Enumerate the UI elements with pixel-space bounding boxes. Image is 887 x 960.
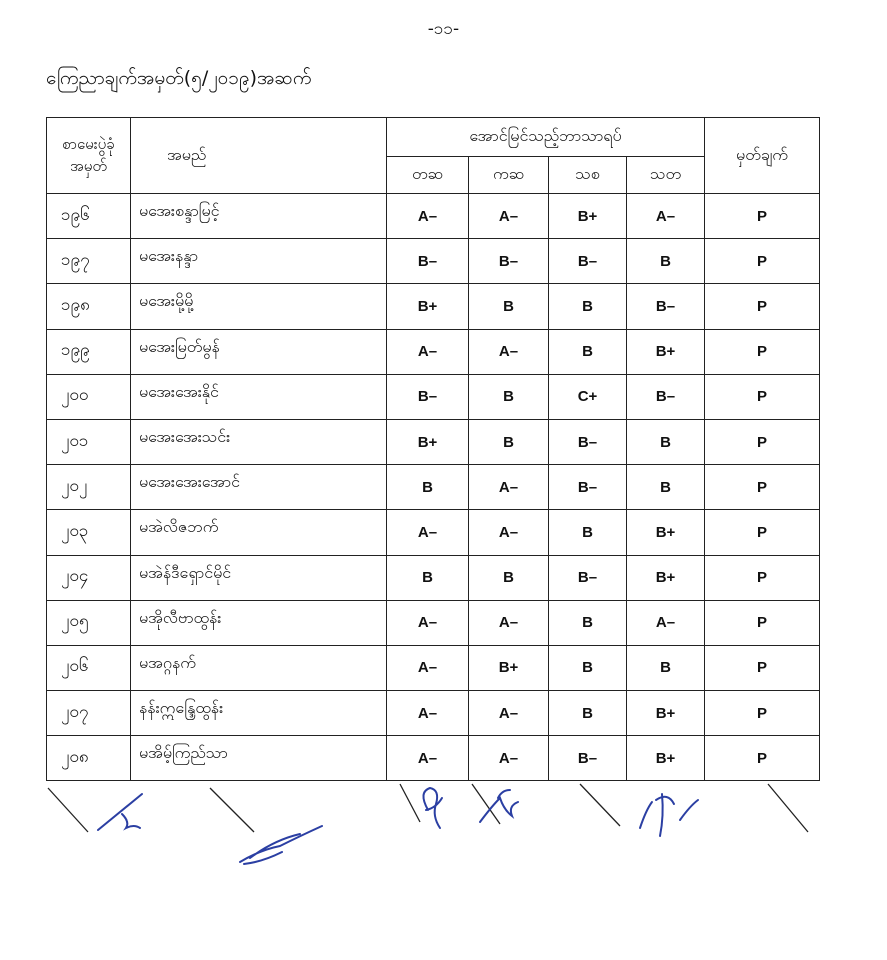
grade-cell: B	[549, 645, 627, 690]
grade-cell: B–	[627, 284, 705, 329]
page-number: -၁၁-	[427, 19, 460, 39]
header-subjects-group: အောင်မြင်သည့်ဘာသာရပ်	[387, 118, 705, 157]
header-subject: သစ	[549, 157, 627, 194]
roll-number-cell: ၂၀၈	[47, 736, 131, 781]
table-row	[47, 736, 820, 781]
grade-cell: A–	[469, 600, 549, 645]
grade-cell: B–	[549, 736, 627, 781]
grade-cell: B+	[549, 194, 627, 239]
signature-mark	[98, 794, 142, 830]
grade-cell: B	[469, 555, 549, 600]
student-name-cell: မအေးမြတ်မွန်	[131, 329, 387, 374]
roll-number-cell: ၂၀၂	[47, 465, 131, 510]
header-subject: ကဆ	[469, 157, 549, 194]
grade-cell: B	[387, 465, 469, 510]
grade-cell: B–	[549, 555, 627, 600]
student-name-cell: မအဂ္ဂနက်	[131, 645, 387, 690]
remark-cell: P	[705, 555, 820, 600]
grade-cell: B+	[387, 419, 469, 464]
grade-cell: A–	[469, 510, 549, 555]
grade-cell: B+	[627, 691, 705, 736]
remark-cell: P	[705, 284, 820, 329]
grade-cell: B–	[627, 374, 705, 419]
student-name-cell: နန်းဣန္ဒြေထွန်း	[131, 691, 387, 736]
student-name-cell: မအေးမို့မို့	[131, 284, 387, 329]
signature-mark	[640, 794, 698, 836]
header-roll-no: စာမေးပွဲခုံအမှတ်	[47, 118, 131, 194]
remark-cell: P	[705, 600, 820, 645]
table-row	[47, 510, 820, 555]
table-row	[47, 239, 820, 284]
grade-cell: A–	[387, 329, 469, 374]
roll-number-cell: ၂၀၁	[47, 419, 131, 464]
student-name-cell: မအေးအေးနိုင်	[131, 374, 387, 419]
roll-number-cell: ၁၉၉	[47, 329, 131, 374]
grade-cell: B–	[387, 239, 469, 284]
remark-cell: P	[705, 510, 820, 555]
grade-cell: B	[549, 284, 627, 329]
grade-cell: B	[469, 284, 549, 329]
remark-cell: P	[705, 465, 820, 510]
roll-number-cell: ၂၀၅	[47, 600, 131, 645]
student-name-cell: မအဲလိဇဘက်	[131, 510, 387, 555]
remark-cell: P	[705, 419, 820, 464]
grade-cell: B	[549, 329, 627, 374]
table-row	[47, 600, 820, 645]
grade-cell: A–	[387, 510, 469, 555]
header-name: အမည်	[131, 118, 387, 194]
grade-cell: B+	[387, 284, 469, 329]
table-row	[47, 419, 820, 464]
grade-cell: B	[627, 419, 705, 464]
grade-cell: B	[549, 600, 627, 645]
signature-area	[0, 780, 887, 880]
table-row	[47, 374, 820, 419]
grade-cell: A–	[469, 194, 549, 239]
student-name-cell: မအိမ့်ကြည်သာ	[131, 736, 387, 781]
grade-cell: B	[549, 510, 627, 555]
student-name-cell: မအေးအေးအောင်	[131, 465, 387, 510]
grade-cell: B–	[469, 239, 549, 284]
grade-cell: B–	[549, 419, 627, 464]
grade-cell: A–	[469, 465, 549, 510]
remark-cell: P	[705, 691, 820, 736]
remark-cell: P	[705, 329, 820, 374]
student-name-cell: မအေးစန္ဒာမြင့်	[131, 194, 387, 239]
grade-cell: A–	[387, 194, 469, 239]
grade-cell: A–	[469, 736, 549, 781]
signature-mark	[480, 790, 518, 822]
results-table	[46, 117, 820, 781]
grade-cell: B+	[469, 645, 549, 690]
grade-cell: B	[627, 465, 705, 510]
header-subject: တဆ	[387, 157, 469, 194]
grade-cell: B	[549, 691, 627, 736]
grade-cell: B	[469, 419, 549, 464]
roll-number-cell: ၂၀၃	[47, 510, 131, 555]
remark-cell: P	[705, 374, 820, 419]
signature-mark	[423, 788, 442, 828]
student-name-cell: မအဲန်ဒီရှောင်မိုင်	[131, 555, 387, 600]
table-row	[47, 691, 820, 736]
grade-cell: B–	[387, 374, 469, 419]
grade-cell: B+	[627, 329, 705, 374]
table-row	[47, 329, 820, 374]
announcement-heading: ကြေညာချက်အမှတ်(၅/၂၀၁၉)အဆက်	[46, 67, 312, 89]
remark-cell: P	[705, 736, 820, 781]
grade-cell: B	[469, 374, 549, 419]
remark-cell: P	[705, 194, 820, 239]
roll-number-cell: ၁၉၈	[47, 284, 131, 329]
grade-cell: B–	[549, 239, 627, 284]
grade-cell: A–	[469, 329, 549, 374]
roll-number-cell: ၂၀၇	[47, 691, 131, 736]
roll-number-cell: ၂၀၆	[47, 645, 131, 690]
grade-cell: C+	[549, 374, 627, 419]
signature-mark	[240, 826, 322, 864]
grade-cell: B	[627, 239, 705, 284]
table-row	[47, 465, 820, 510]
roll-number-cell: ၁၉၆	[47, 194, 131, 239]
table-row	[47, 645, 820, 690]
remark-cell: P	[705, 239, 820, 284]
roll-number-cell: ၂၀၄	[47, 555, 131, 600]
grade-cell: B+	[627, 736, 705, 781]
grade-cell: A–	[387, 600, 469, 645]
grade-cell: A–	[469, 691, 549, 736]
table-row	[47, 284, 820, 329]
header-subject: သတ	[627, 157, 705, 194]
grade-cell: A–	[627, 194, 705, 239]
grade-cell: B–	[549, 465, 627, 510]
table-row	[47, 194, 820, 239]
header-remark: မှတ်ချက်	[705, 118, 820, 194]
roll-number-cell: ၂၀၀	[47, 374, 131, 419]
grade-cell: A–	[387, 691, 469, 736]
grade-cell: A–	[627, 600, 705, 645]
grade-cell: B+	[627, 555, 705, 600]
grade-cell: B+	[627, 510, 705, 555]
grade-cell: A–	[387, 736, 469, 781]
roll-number-cell: ၁၉၇	[47, 239, 131, 284]
grade-cell: B	[627, 645, 705, 690]
remark-cell: P	[705, 645, 820, 690]
grade-cell: A–	[387, 645, 469, 690]
student-name-cell: မအေးအေးသင်း	[131, 419, 387, 464]
table-row	[47, 555, 820, 600]
grade-cell: B	[387, 555, 469, 600]
student-name-cell: မအေးနန္ဒာ	[131, 239, 387, 284]
student-name-cell: မအိုလီဗာထွန်း	[131, 600, 387, 645]
